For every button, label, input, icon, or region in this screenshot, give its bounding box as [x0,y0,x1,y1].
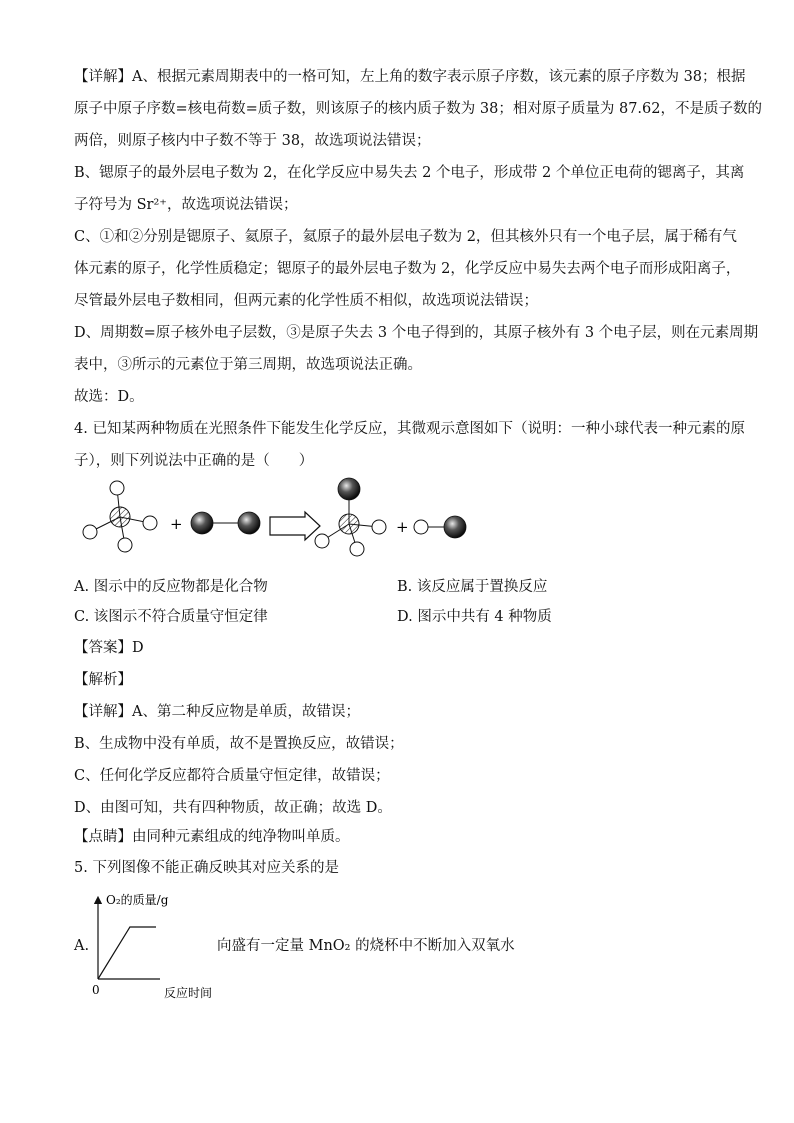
q3-detail-b-line-2: 子符号为 Sr²⁺，故选项说法错误； [74,197,298,213]
reaction-diagram [74,470,494,565]
q5-option-a-label: A. [74,938,90,954]
q4-stem-line-2: 子），则下列说法中正确的是（ ） [74,453,314,469]
reaction-arrow [270,512,320,540]
product-molecule-1 [315,478,386,556]
data-line [98,927,156,979]
q4-detail-c: C、任何化学反应都符合质量守恒定律，故错误； [74,768,390,784]
q4-option-d: D. 图示中共有 4 种物质 [397,609,552,625]
q3-detail-b-line-1: B、锶原子的最外层电子数为 2，在化学反应中易失去 2 个电子，形成带 2 个单位正电荷的锶离子，其离 [74,165,745,181]
q3-detail-c-line-1: C、①和②分别是锶原子、氦原子，氦原子的最外层电子数为 2，但其核外只有一个电子层，属于稀有气 [74,229,737,245]
q4-stem-line-1: 4. 已知某两种物质在光照条件下能发生化学反应，其微观示意图如下（说明：一种小球代表一种元素的原 [74,421,745,437]
y-axis-label: O₂的质量/g [106,893,169,907]
q4-tip: 【点睛】由同种元素组成的纯净物叫单质。 [74,829,350,845]
reactant-molecule-1 [83,481,157,552]
q3-detail-a-line-3: 两倍，则原子核内中子数不等于 38，故选项说法错误； [74,133,431,149]
q4-detail-b: B、生成物中没有单质，故不是置换反应，故错误； [74,736,404,752]
q3-detail-a-line-1: 【详解】A、根据元素周期表中的一格可知，左上角的数字表示原子序数，该元素的原子序数为 38；根据 [74,69,746,85]
q3-detail-d-line-1: D、周期数=原子核外电子层数，③是原子失去 3 个电子得到的，其原子核外有 3 个电子层，则在元素周期 [74,325,759,341]
reactant-molecule-2 [191,512,260,534]
q3-detail-c-line-3: 尽管最外层电子数相同，但两元素的化学性质不相似，故选项说法错误； [74,293,538,309]
q5-option-a-text: 向盛有一定量 MnO₂ 的烧杯中不断加入双氧水 [217,938,515,954]
q4-detail-d: D、由图可知，共有四种物质，故正确；故选 D。 [74,800,392,816]
q3-detail-c-line-2: 体元素的原子，化学性质稳定；锶原子的最外层电子数为 2，化学反应中易失去两个电子而形成阳离子， [74,261,741,277]
plus-sign-2: + [396,518,409,536]
q3-detail-a-line-2: 原子中原子序数=核电荷数=质子数，则该原子的核内质子数为 38；相对原子质量为 87.62，不是质子数的 [74,101,762,117]
x-axis-label: 反应时间 [164,986,213,1000]
q4-option-b: B. 该反应属于置换反应 [397,579,548,595]
q4-analysis-heading: 【解析】 [74,672,132,688]
q4-option-a: A. 图示中的反应物都是化合物 [74,579,268,595]
q4-detail-a: 【详解】A、第二种反应物是单质，故错误； [74,704,360,720]
q3-choose: 故选：D。 [74,389,144,405]
q4-option-c: C. 该图示不符合质量守恒定律 [74,609,268,625]
q5-option-a-chart [86,886,226,1002]
product-molecule-2 [414,516,466,538]
origin-label: 0 [92,983,100,997]
q4-answer: 【答案】D [74,640,144,656]
q5-stem: 5. 下列图像不能正确反映其对应关系的是 [74,860,339,876]
q3-detail-d-line-2: 表中，③所示的元素位于第三周期，故选项说法正确。 [74,357,422,373]
plus-sign-1: + [170,515,183,533]
